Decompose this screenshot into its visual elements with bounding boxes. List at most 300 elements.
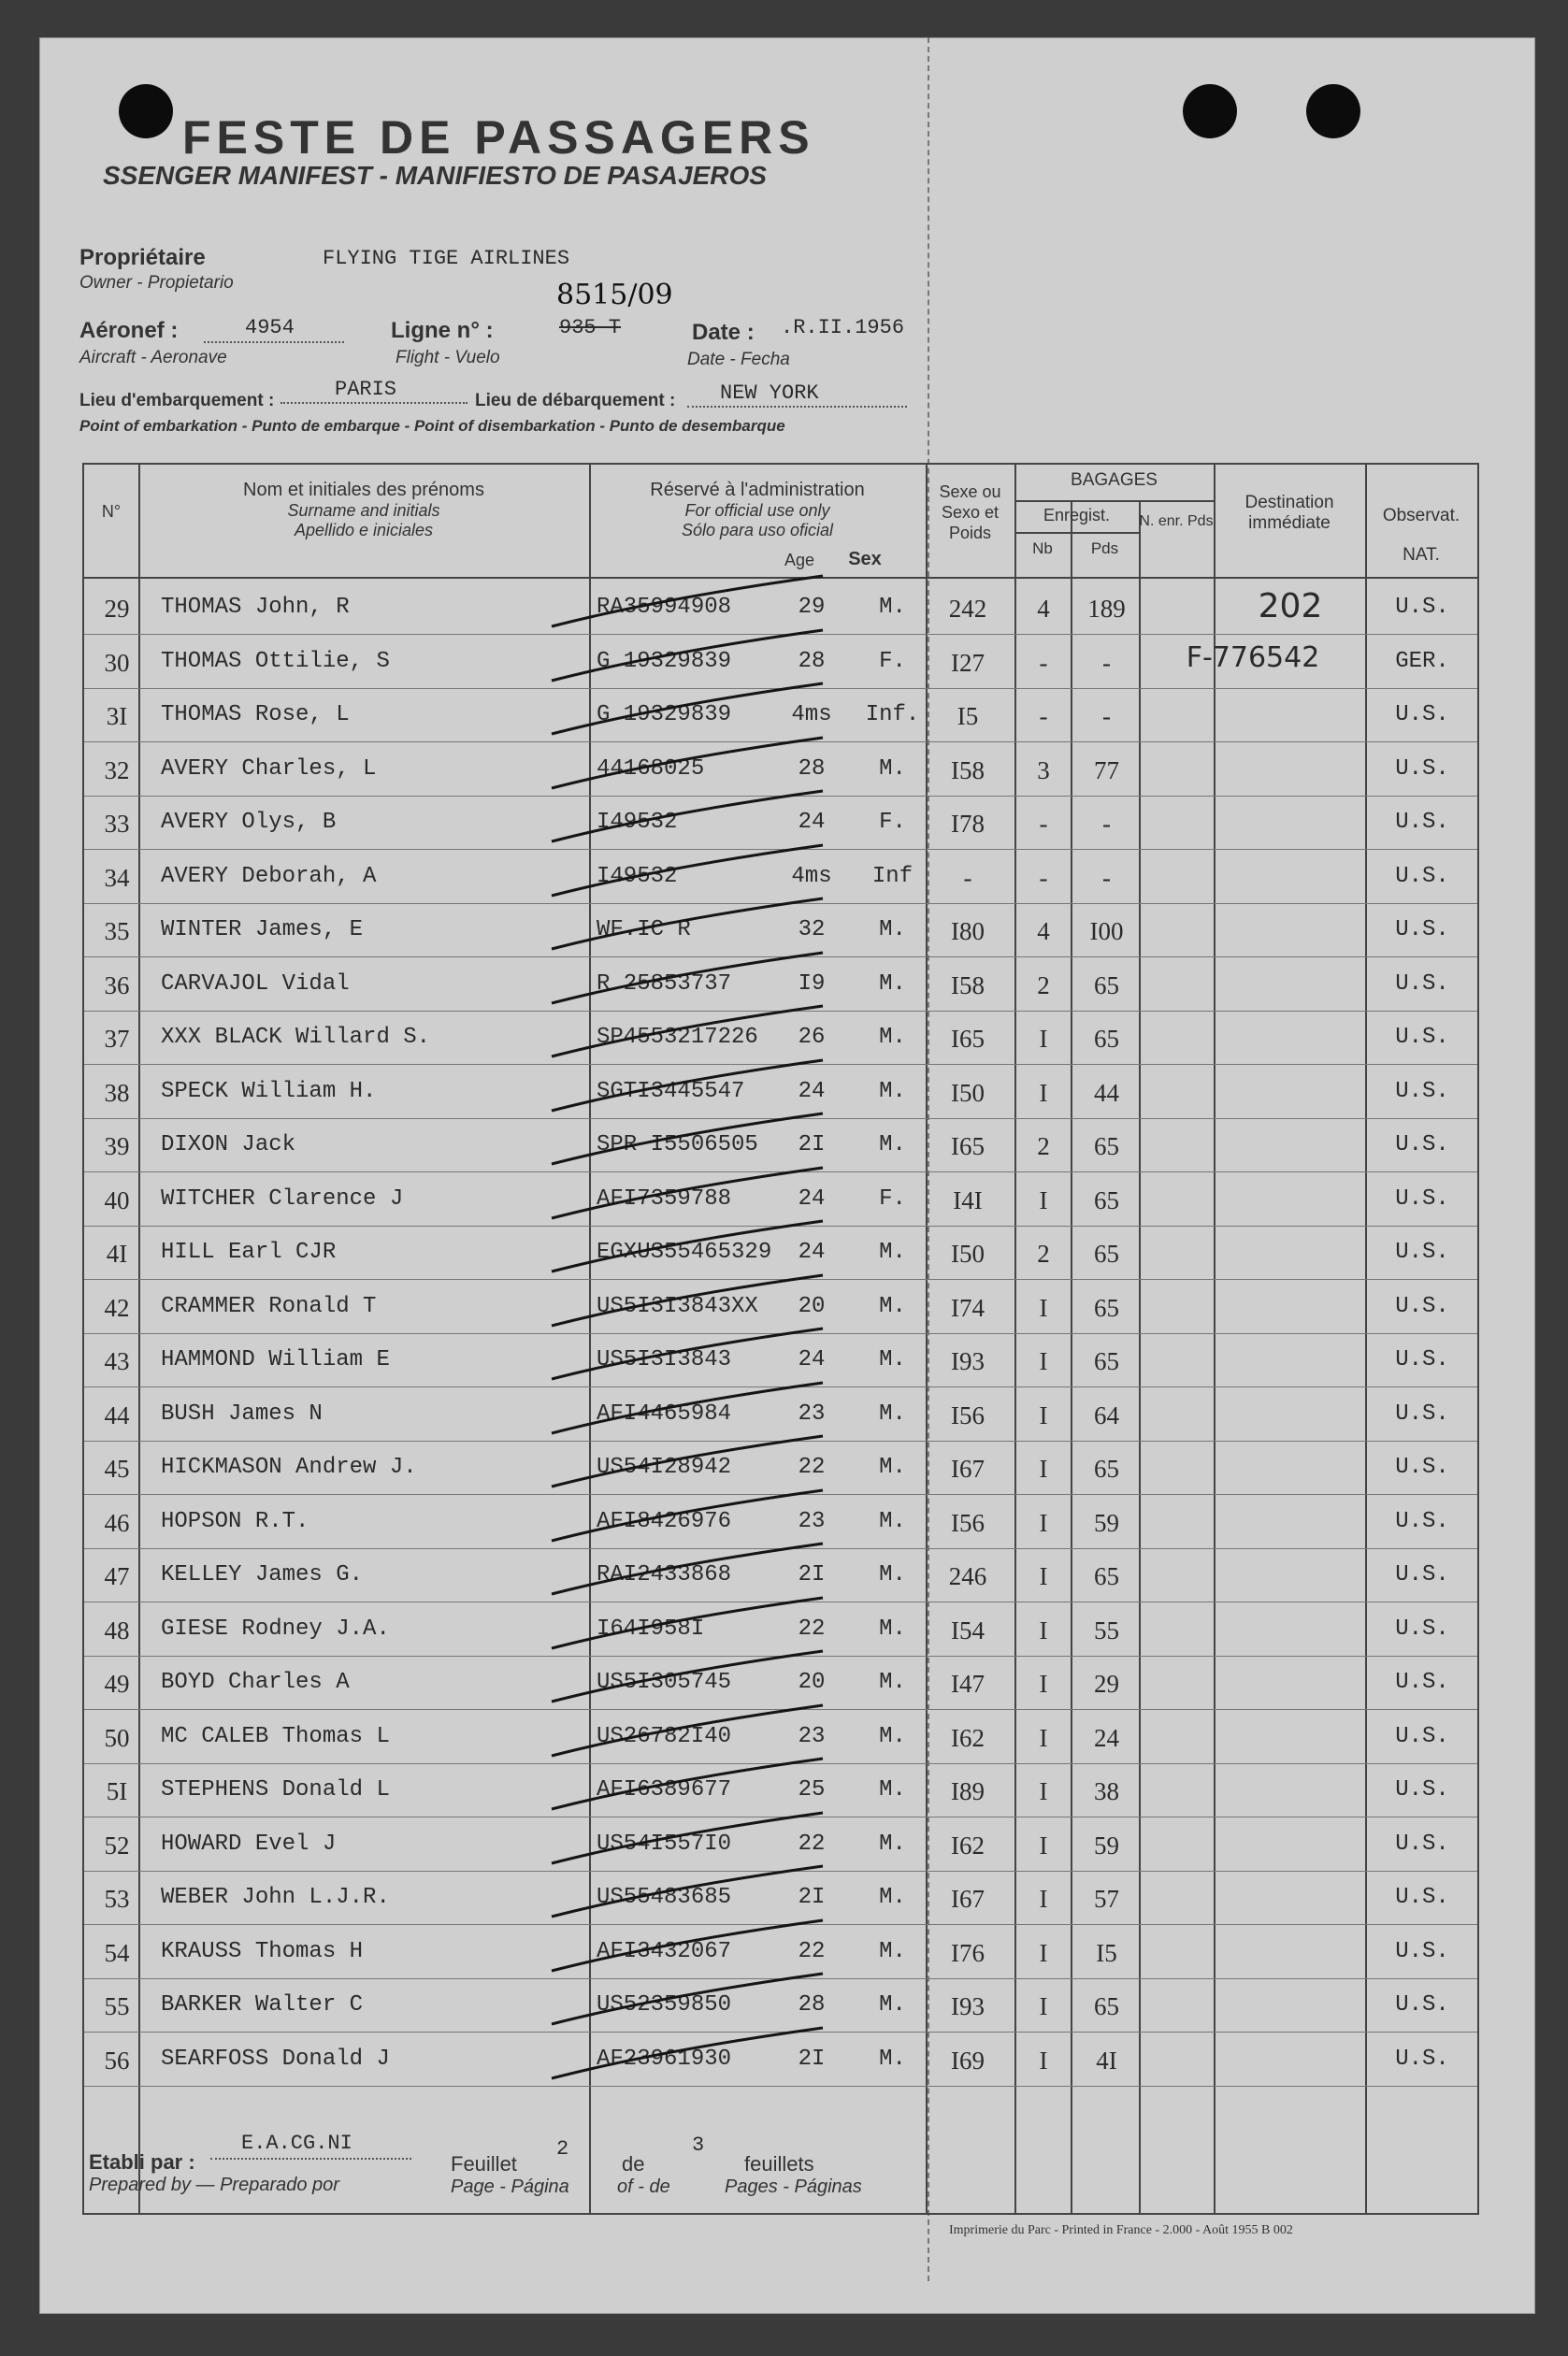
baggage-weight: - [1102, 810, 1111, 838]
row-number: 39 [104, 1132, 130, 1160]
passenger-weight: I93 [951, 1992, 985, 2020]
passenger-name: HICKMASON Andrew J. [161, 1455, 417, 1480]
baggage-weight: 65 [1094, 1455, 1119, 1483]
row-number: 55 [104, 1992, 130, 2020]
date-sublabel: Date - Fecha [687, 350, 790, 369]
baggage-weight: 65 [1094, 1132, 1119, 1160]
passenger-sex: M. [879, 595, 906, 620]
baggage-count: 4 [1037, 917, 1050, 945]
passenger-weight: I27 [951, 648, 985, 677]
row-number: 49 [104, 1670, 130, 1698]
passenger-age: 24 [798, 810, 826, 835]
date-label: Date : [692, 320, 755, 345]
row-number: 32 [104, 755, 130, 784]
baggage-weight: 65 [1094, 970, 1119, 999]
table-row [84, 743, 1477, 797]
passenger-name: AVERY Olys, B [161, 810, 337, 835]
baggage-weight: 4I [1096, 2046, 1117, 2075]
passenger-weight: I67 [951, 1885, 985, 1913]
nationality: U.S. [1395, 1132, 1449, 1157]
aircraft-line [204, 341, 344, 343]
baggage-count: I [1039, 1670, 1048, 1698]
disembark-label: Lieu de débarquement : [475, 391, 676, 410]
passenger-sex: M. [879, 917, 906, 942]
table-row [84, 1442, 1477, 1496]
prepared-line [210, 2158, 411, 2160]
passenger-age: 20 [798, 1670, 826, 1695]
table-row [84, 851, 1477, 905]
table-row [84, 1388, 1477, 1443]
baggage-count: - [1039, 810, 1048, 838]
passenger-sex: M. [879, 1401, 906, 1427]
baggage-weight: 64 [1094, 1401, 1119, 1429]
nationality: U.S. [1395, 1293, 1449, 1319]
baggage-weight: 24 [1094, 1723, 1119, 1752]
passenger-name: SEARFOSS Donald J [161, 2046, 390, 2072]
row-number: 46 [104, 1508, 130, 1537]
nationality: U.S. [1395, 917, 1449, 942]
official-number: G 19329839 [597, 702, 732, 727]
passenger-age: 28 [798, 648, 826, 674]
passenger-sex: M. [879, 1347, 906, 1372]
passenger-age: 23 [798, 1401, 826, 1427]
col-age-header: Age [784, 551, 815, 569]
passenger-name: THOMAS John, R [161, 595, 350, 620]
aircraft-sublabel: Aircraft - Aeronave [79, 348, 227, 367]
baggage-weight: 189 [1087, 595, 1126, 623]
table-row [84, 1764, 1477, 1818]
aircraft-value: 4954 [245, 316, 295, 339]
passenger-sex: M. [879, 1885, 906, 1910]
official-number: US26782I40 [597, 1723, 732, 1749]
table-row [84, 1603, 1477, 1658]
official-number: AFI4465984 [597, 1401, 732, 1427]
passenger-weight: 246 [948, 1562, 987, 1590]
table-row [84, 1979, 1477, 2033]
passenger-table [82, 463, 1479, 2215]
passenger-sex: M. [879, 1831, 906, 1857]
baggage-weight: 65 [1094, 1025, 1119, 1053]
table-row [84, 689, 1477, 743]
passenger-age: 24 [798, 1240, 826, 1265]
row-number: 47 [104, 1562, 130, 1590]
baggage-weight: I00 [1089, 917, 1124, 945]
table-row [84, 582, 1477, 636]
row-number: 44 [104, 1401, 130, 1429]
passenger-age: 2I [798, 1885, 826, 1910]
passenger-age: 25 [798, 1777, 826, 1803]
manifest-subtitle: SSENGER MANIFEST - MANIFIESTO DE PASAJEROS [103, 161, 767, 190]
table-row [84, 636, 1477, 690]
nationality: U.S. [1395, 1885, 1449, 1910]
official-number: AFI8426976 [597, 1508, 732, 1534]
passenger-weight: - [963, 863, 972, 892]
passenger-age: 24 [798, 1078, 826, 1104]
official-number: WF.IC R [597, 917, 691, 942]
passenger-weight: I67 [951, 1455, 985, 1483]
passenger-weight: I56 [951, 1401, 985, 1429]
passenger-sex: M. [879, 1938, 906, 1964]
col-no-header: N° [101, 502, 122, 521]
baggage-count: - [1039, 702, 1048, 730]
col-nat-header: NAT. [1403, 545, 1440, 565]
baggage-count: I [1039, 1025, 1048, 1053]
baggage-count: I [1039, 1616, 1048, 1645]
passenger-age: 23 [798, 1508, 826, 1534]
row-number: 40 [104, 1185, 130, 1214]
passenger-age: 28 [798, 1992, 826, 2018]
baggage-count: I [1039, 1185, 1048, 1214]
passenger-sex: M. [879, 1670, 906, 1695]
official-number: AFI7359788 [597, 1185, 732, 1212]
passenger-sex: M. [879, 1992, 906, 2018]
baggage-weight: 44 [1094, 1078, 1119, 1107]
row-number: 50 [104, 1723, 130, 1752]
row-number: 34 [104, 863, 130, 892]
table-row [84, 1657, 1477, 1711]
passenger-weight: I62 [951, 1831, 985, 1860]
baggage-count: I [1039, 1831, 1048, 1860]
passenger-weight: I50 [951, 1240, 985, 1268]
passenger-name: HOWARD Evel J [161, 1831, 337, 1857]
embark-sublabel: Point of embarkation - Punto de embarque - Point of disembarkation - Punto de desembarque [79, 417, 785, 435]
admin-header-en: For official use only [684, 501, 830, 520]
row-number: 4I [106, 1240, 128, 1268]
passenger-name: MC CALEB Thomas L [161, 1723, 390, 1749]
passenger-name: SPECK William H. [161, 1078, 377, 1104]
page-label: Feuillet [451, 2152, 517, 2176]
row-number: 5I [106, 1777, 128, 1805]
baggage-weight: 29 [1094, 1670, 1119, 1698]
destination: F-776542 [1186, 640, 1320, 674]
col-pds-header: Pds [1090, 539, 1119, 557]
passenger-name: CRAMMER Ronald T [161, 1293, 377, 1319]
baggage-count: I [1039, 1885, 1048, 1913]
official-number: US54I557I0 [597, 1831, 732, 1857]
embark-label: Lieu d'embarquement : [79, 391, 275, 410]
passenger-sex: M. [879, 1777, 906, 1803]
prepared-label: Etabli par : [89, 2150, 195, 2174]
passenger-sex: M. [879, 755, 906, 782]
row-number: 43 [104, 1347, 130, 1375]
manifest-title: FESTE DE PASSAGERS [182, 111, 815, 164]
baggage-weight: 55 [1094, 1616, 1119, 1645]
baggage-weight: 38 [1094, 1777, 1119, 1805]
passenger-name: GIESE Rodney J.A. [161, 1616, 390, 1642]
row-number: 29 [104, 595, 130, 623]
passenger-age: 22 [798, 1831, 826, 1857]
nationality: U.S. [1395, 1025, 1449, 1050]
baggage-count: - [1039, 863, 1048, 892]
nationality: U.S. [1395, 1562, 1449, 1587]
passenger-sex: M. [879, 1508, 906, 1534]
pages-label: feuillets [744, 2152, 814, 2176]
passenger-name: DIXON Jack [161, 1132, 296, 1157]
nationality: U.S. [1395, 863, 1449, 889]
row-number: 30 [104, 648, 130, 677]
passenger-name: STEPHENS Donald L [161, 1777, 390, 1803]
owner-value: FLYING TIGE AIRLINES [323, 247, 570, 270]
official-number: US5I305745 [597, 1670, 732, 1695]
passenger-weight: I54 [951, 1616, 985, 1645]
table-row [84, 1549, 1477, 1603]
passenger-age: 32 [798, 917, 826, 942]
passenger-age: 24 [798, 1185, 826, 1212]
official-number: RA35994908 [597, 595, 732, 620]
col-observ-header: Observat. [1382, 506, 1460, 525]
row-number: 56 [104, 2046, 130, 2075]
punch-hole [1183, 84, 1237, 138]
name-header-fr: Nom et initiales des prénoms [243, 480, 484, 500]
nationality: U.S. [1395, 1938, 1449, 1964]
of-sublabel: of - de [617, 2176, 670, 2197]
row-number: 54 [104, 1938, 130, 1967]
baggage-weight: 77 [1094, 755, 1119, 784]
page-sublabel: Page - Página [451, 2176, 569, 2197]
nationality: U.S. [1395, 1831, 1449, 1857]
baggage-weight: I5 [1096, 1938, 1117, 1967]
official-number: 44168025 [597, 755, 705, 782]
baggage-count: I [1039, 1078, 1048, 1107]
passenger-age: 22 [798, 1938, 826, 1964]
passenger-sex: M. [879, 1293, 906, 1319]
official-number: I49532 [597, 810, 678, 835]
row-number: 42 [104, 1293, 130, 1322]
passenger-name: AVERY Charles, L [161, 755, 377, 782]
baggage-weight: 65 [1094, 1992, 1119, 2020]
nationality: U.S. [1395, 1455, 1449, 1480]
passenger-sex: Inf [871, 863, 913, 889]
nationality: U.S. [1395, 1401, 1449, 1427]
row-number: 3I [106, 702, 128, 730]
passenger-sex: M. [879, 1240, 906, 1265]
row-number: 53 [104, 1885, 130, 1913]
official-number: US5I3I3843XX [597, 1293, 758, 1319]
date-value: .R.II.1956 [781, 316, 905, 339]
passenger-age: 26 [798, 1025, 826, 1050]
baggage-count: I [1039, 1562, 1048, 1590]
owner-label: Propriétaire [79, 245, 206, 270]
passenger-weight: I65 [951, 1132, 985, 1160]
table-row [84, 1173, 1477, 1228]
passenger-weight: I78 [951, 810, 985, 838]
nationality: GER. [1395, 648, 1449, 674]
punch-hole [119, 84, 173, 138]
nationality: U.S. [1395, 1670, 1449, 1695]
baggage-count: - [1039, 648, 1048, 677]
row-number: 38 [104, 1078, 130, 1107]
passenger-sex: M. [879, 970, 906, 997]
official-number: US52359850 [597, 1992, 732, 2018]
nationality: U.S. [1395, 1777, 1449, 1803]
baggage-weight: 59 [1094, 1831, 1119, 1860]
nationality: U.S. [1395, 1508, 1449, 1534]
passenger-weight: I69 [951, 2046, 985, 2075]
passenger-weight: I80 [951, 917, 985, 945]
passenger-age: 23 [798, 1723, 826, 1749]
baggage-weight: - [1102, 702, 1111, 730]
row-number: 45 [104, 1455, 130, 1483]
table-row [84, 1496, 1477, 1550]
official-number: AF23961930 [597, 2046, 732, 2072]
official-number: EGXUS55465329 [597, 1240, 772, 1265]
official-number: SPR I5506505 [597, 1132, 758, 1157]
passenger-name: WINTER James, E [161, 917, 364, 942]
embark-value: PARIS [335, 378, 397, 401]
baggage-count: I [1039, 1347, 1048, 1375]
printer-note: Imprimerie du Parc - Printed in France - 2.000 - Août 1955 B 002 [949, 2223, 1293, 2237]
col-bagages-header: BAGAGES [1071, 470, 1158, 490]
passenger-age: 2I [798, 1132, 826, 1157]
baggage-count: I [1039, 1455, 1048, 1483]
passenger-name: KELLEY James G. [161, 1562, 364, 1587]
table-row [84, 1711, 1477, 1765]
passenger-age: 22 [798, 1455, 826, 1480]
official-number: G 19329839 [597, 648, 732, 674]
passenger-name: WEBER John L.J.R. [161, 1885, 390, 1910]
nationality: U.S. [1395, 702, 1449, 727]
table-row [84, 1119, 1477, 1173]
pages-sublabel: Pages - Páginas [725, 2176, 862, 2197]
header-divider [84, 577, 1477, 579]
passenger-name: XXX BLACK Willard S. [161, 1025, 431, 1050]
passenger-age: 29 [798, 595, 826, 620]
baggage-count: 2 [1037, 1240, 1050, 1268]
row-number: 36 [104, 970, 130, 999]
table-row [84, 1012, 1477, 1066]
passenger-age: 2I [798, 2046, 826, 2072]
nationality: U.S. [1395, 1347, 1449, 1372]
of-value: 3 [692, 2133, 705, 2157]
official-number: US54I28942 [597, 1455, 732, 1480]
table-row [84, 1227, 1477, 1281]
row-number: 33 [104, 810, 130, 838]
passenger-sex: M. [879, 2046, 906, 2072]
flight-struck: 935 T [559, 316, 622, 339]
passenger-age: I9 [798, 970, 826, 997]
passenger-weight: I5 [957, 702, 979, 730]
baggage-count: 4 [1037, 595, 1050, 623]
passenger-weight: I58 [951, 755, 985, 784]
passenger-name: THOMAS Rose, L [161, 702, 350, 727]
table-row [84, 2033, 1477, 2088]
nationality: U.S. [1395, 2046, 1449, 2072]
name-header-es: Apellido e iniciales [294, 521, 434, 539]
passenger-sex: F. [879, 810, 906, 835]
table-row [84, 904, 1477, 958]
nationality: U.S. [1395, 595, 1449, 620]
passenger-name: KRAUSS Thomas H [161, 1938, 364, 1964]
passenger-sex: M. [879, 1616, 906, 1642]
passenger-name: BARKER Walter C [161, 1992, 364, 2018]
baggage-weight: 59 [1094, 1508, 1119, 1537]
baggage-weight: 65 [1094, 1293, 1119, 1322]
official-number: I49532 [597, 863, 678, 889]
table-row [84, 1334, 1477, 1388]
official-number: SGTI3445547 [597, 1078, 745, 1104]
passenger-sex: M. [879, 1455, 906, 1480]
official-number: US5I3I3843 [597, 1347, 732, 1372]
passenger-sex: M. [879, 1562, 906, 1587]
baggage-weight: 65 [1094, 1347, 1119, 1375]
official-number: AFI6389677 [597, 1777, 732, 1803]
admin-header-es: Sólo para uso oficial [681, 521, 834, 539]
col-enreg-header: Enregist. [1043, 506, 1111, 524]
row-divider [84, 2086, 1477, 2087]
row-number: 48 [104, 1616, 130, 1645]
col-weight-header: Sexe ou Sexo et Poids [939, 482, 1001, 542]
table-row [84, 1926, 1477, 1980]
prepared-sublabel: Prepared by — Preparado por [89, 2175, 339, 2195]
official-number: US55483685 [597, 1885, 732, 1910]
nationality: U.S. [1395, 970, 1449, 997]
passenger-sex: M. [879, 1132, 906, 1157]
official-number: R 25853737 [597, 970, 732, 997]
passenger-sex: F. [879, 648, 906, 674]
of-label: de [622, 2152, 645, 2176]
passenger-sex: F. [879, 1185, 906, 1212]
flight-sublabel: Flight - Vuelo [396, 348, 500, 367]
passenger-weight: I56 [951, 1508, 985, 1537]
nationality: U.S. [1395, 1616, 1449, 1642]
baggage-weight: 57 [1094, 1885, 1119, 1913]
enreg-divider [1014, 532, 1139, 534]
passenger-name: BUSH James N [161, 1401, 323, 1427]
nationality: U.S. [1395, 1992, 1449, 2018]
baggage-count: I [1039, 1293, 1048, 1322]
passenger-name: BOYD Charles A [161, 1670, 350, 1695]
passenger-age: 2I [798, 1562, 826, 1587]
baggage-count: I [1039, 1401, 1048, 1429]
baggage-count: 2 [1037, 1132, 1050, 1160]
table-row [84, 1066, 1477, 1120]
col-admin-header [589, 480, 926, 540]
baggage-count: I [1039, 1992, 1048, 2020]
row-number: 35 [104, 917, 130, 945]
baggage-weight: - [1102, 863, 1111, 892]
baggage-weight: 65 [1094, 1185, 1119, 1214]
passenger-name: THOMAS Ottilie, S [161, 648, 390, 674]
admin-header-fr: Réservé à l'administration [650, 480, 865, 500]
table-row [84, 1872, 1477, 1926]
passenger-name: HOPSON R.T. [161, 1508, 309, 1534]
table-row [84, 958, 1477, 1013]
punch-hole [1306, 84, 1360, 138]
col-name-header [138, 480, 589, 540]
nationality: U.S. [1395, 755, 1449, 782]
nationality: U.S. [1395, 1240, 1449, 1265]
official-number: RAI2433868 [597, 1562, 732, 1587]
col-nenr-header: N. enr. Pds [1139, 513, 1214, 529]
official-number: AFI3432067 [597, 1938, 732, 1964]
bagages-divider [1014, 500, 1214, 502]
passenger-weight: I47 [951, 1670, 985, 1698]
name-header-en: Surname and initials [287, 501, 440, 520]
nationality: U.S. [1395, 1185, 1449, 1212]
passenger-weight: I50 [951, 1078, 985, 1107]
baggage-count: I [1039, 1777, 1048, 1805]
official-number: I64I958I [597, 1616, 705, 1642]
row-number: 52 [104, 1831, 130, 1860]
flight-label: Ligne n° : [391, 318, 494, 343]
passenger-age: 24 [798, 1347, 826, 1372]
baggage-weight: 65 [1094, 1240, 1119, 1268]
baggage-count: 3 [1037, 755, 1050, 784]
passenger-sex: Inf. [865, 702, 920, 727]
baggage-count: I [1039, 1508, 1048, 1537]
passenger-weight: I4I [953, 1185, 983, 1214]
passenger-weight: I62 [951, 1723, 985, 1752]
